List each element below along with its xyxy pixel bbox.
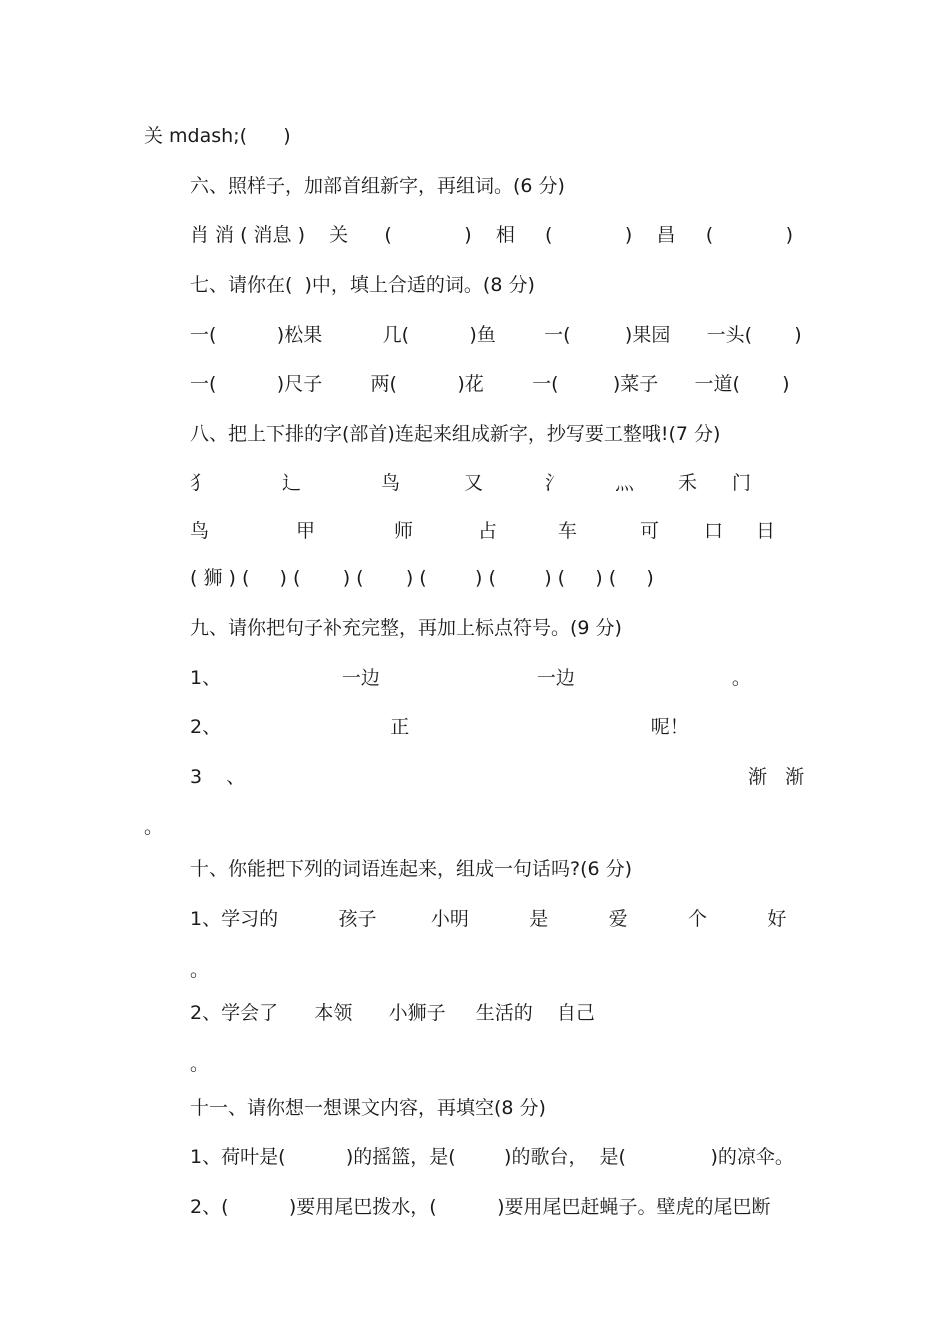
radical-top-row bbox=[0, 471, 950, 495]
section-9-item-3-end: 。 bbox=[144, 816, 164, 838]
section-10-heading: 十、你能把下列的词语连起来，组成一句话吗?(6 分) bbox=[190, 858, 633, 880]
radical-item: 犭 bbox=[190, 472, 210, 494]
section-6-examples: 肖 消 ( 消息 ) 关 ( ) 相 ( ) 昌 ( ) bbox=[190, 224, 793, 246]
section-11-item-1: 1、荷叶是( )的摇篮，是( )的歌台， 是( )的凉伞。 bbox=[190, 1146, 794, 1168]
radical-item: 辶 bbox=[282, 472, 302, 494]
character-item: 口 bbox=[704, 520, 724, 542]
section-8-heading: 八、把上下排的字(部首)连起来组成新字，抄写要工整哦!(7 分) bbox=[190, 423, 721, 445]
section-7-row-1: 一( )松果 几( )鱼 一( )果园 一头( ) bbox=[190, 324, 802, 346]
radical-item: 氵 bbox=[545, 472, 565, 494]
character-bottom-row bbox=[0, 519, 950, 543]
section-9-item-3-words: 渐 渐 bbox=[748, 766, 805, 788]
character-item: 鸟 bbox=[190, 520, 210, 542]
section-10-item-2: 2、学会了 本领 小狮子 生活的 自己 bbox=[190, 1002, 595, 1024]
radical-item: 禾 bbox=[678, 472, 698, 494]
section-8-answer-blanks: ( 狮 ) ( ) ( ) ( ) ( ) ( ) ( ) ( ) bbox=[190, 567, 654, 589]
character-item: 车 bbox=[558, 520, 578, 542]
section-7-row-2: 一( )尺子 两( )花 一( )菜子 一道( ) bbox=[190, 373, 790, 395]
section-6-heading: 六、照样子，加部首组新字，再组词。(6 分) bbox=[190, 175, 565, 197]
character-item: 占 bbox=[478, 520, 498, 542]
section-7-heading: 七、请你在( )中，填上合适的词。(8 分) bbox=[190, 274, 535, 296]
character-item: 师 bbox=[394, 520, 414, 542]
radical-item: 鸟 bbox=[381, 472, 401, 494]
section-9-item-3-number: 3 、 bbox=[190, 766, 246, 788]
section-10-item-1: 1、学习的 孩子 小明 是 爱 个 好 bbox=[190, 908, 787, 930]
section-11-item-2: 2、( )要用尾巴拨水，( )要用尾巴赶蝇子。壁虎的尾巴断 bbox=[190, 1196, 771, 1218]
character-item: 可 bbox=[640, 520, 660, 542]
radical-item: 灬 bbox=[615, 472, 635, 494]
section-9-item-1: 1、 一边 一边 。 bbox=[190, 667, 751, 689]
section-9-item-2: 2、 正 呢！ bbox=[190, 716, 689, 738]
section-10-item-2-end: 。 bbox=[190, 1053, 210, 1075]
section-10-item-1-end: 。 bbox=[190, 959, 210, 981]
answer-line-guan: 关 mdash;( ) bbox=[144, 125, 291, 147]
character-item: 日 bbox=[756, 520, 776, 542]
character-item: 甲 bbox=[296, 520, 316, 542]
section-11-heading: 十一、请你想一想课文内容，再填空(8 分) bbox=[190, 1097, 546, 1119]
radical-item: 又 bbox=[464, 472, 484, 494]
section-9-heading: 九、请你把句子补充完整，再加上标点符号。(9 分) bbox=[190, 617, 622, 639]
radical-item: 门 bbox=[732, 472, 752, 494]
